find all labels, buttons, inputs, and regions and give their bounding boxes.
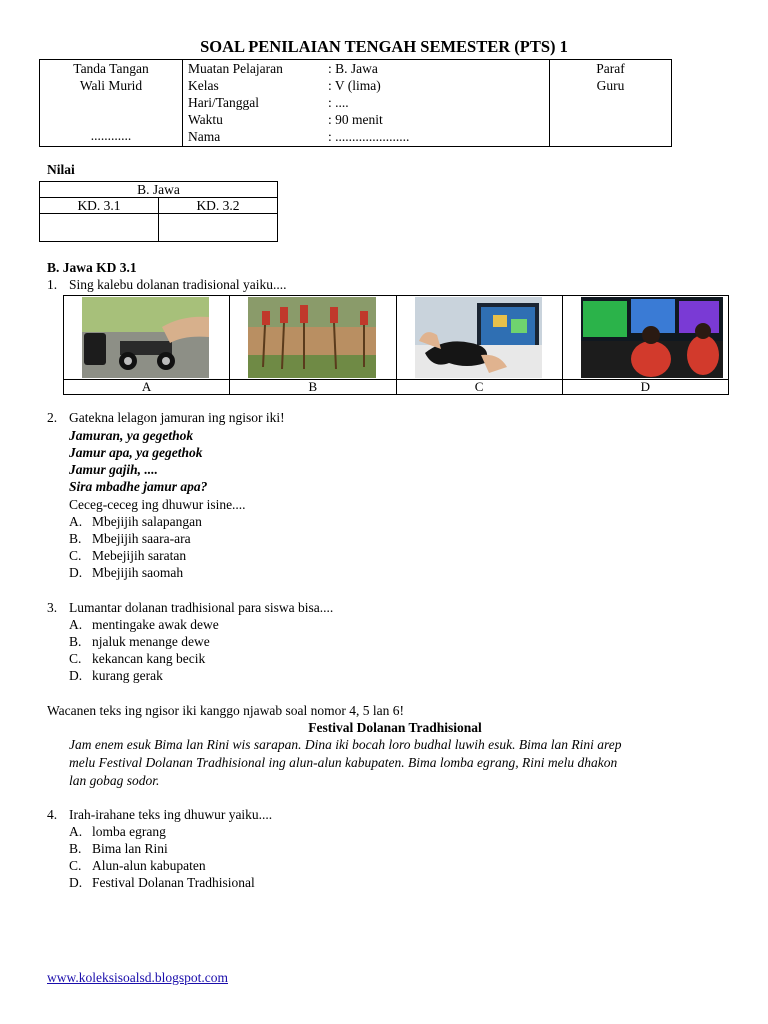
option-label-c: C bbox=[396, 380, 562, 395]
egrang-photo bbox=[248, 297, 376, 378]
nilai-kd1: KD. 3.1 bbox=[40, 198, 159, 214]
option-a bbox=[69, 617, 219, 633]
question-number: 4. bbox=[47, 807, 58, 822]
option-image-d bbox=[562, 296, 728, 380]
info-cell bbox=[183, 60, 550, 147]
passage-line: Jam enem esuk Bima lan Rini wis sarapan. Dina iki bocah loro budhal luwih esuk. Bima lan Rini arep bbox=[69, 737, 622, 752]
question-3 bbox=[47, 600, 333, 616]
question-text: Gatekna lelagon jamuran ing ngisor iki! bbox=[69, 410, 285, 425]
question-text: Lumantar dolanan tradhisional para siswa bisa.... bbox=[69, 600, 334, 615]
footer-link[interactable]: www.koleksisoalsd.blogspot.com bbox=[47, 970, 228, 985]
info-value: : ...................... bbox=[328, 129, 410, 144]
rc-car-photo bbox=[82, 297, 209, 378]
option-image-b bbox=[230, 296, 396, 380]
signature-cell bbox=[40, 60, 183, 147]
option-letter: D. bbox=[69, 875, 83, 890]
option-c bbox=[69, 651, 205, 667]
option-text: Bima lan Rini bbox=[92, 841, 168, 856]
question-number: 1. bbox=[47, 277, 58, 292]
signature-label-2: Wali Murid bbox=[79, 78, 143, 93]
info-label: Muatan Pelajaran bbox=[188, 61, 283, 76]
reading-instruction: Wacanen teks ing ngisor iki kanggo njawab soal nomor 4, 5 lan 6! bbox=[47, 703, 404, 718]
info-row bbox=[183, 60, 549, 77]
info-value: : V (lima) bbox=[328, 78, 381, 93]
nilai-label: Nilai bbox=[47, 162, 75, 177]
nilai-subject: B. Jawa bbox=[40, 182, 278, 198]
option-c bbox=[69, 548, 186, 564]
option-text: Festival Dolanan Tradhisional bbox=[92, 875, 255, 890]
option-image-c bbox=[396, 296, 562, 380]
option-d bbox=[69, 565, 183, 581]
paraf-cell bbox=[550, 60, 672, 147]
nilai-score-2 bbox=[159, 214, 278, 242]
info-value: : .... bbox=[328, 95, 349, 110]
passage-line: lan gobag sodor. bbox=[69, 773, 160, 788]
option-letter: B. bbox=[69, 841, 82, 856]
option-label-b: B bbox=[230, 380, 396, 395]
arcade-photo bbox=[581, 297, 723, 378]
info-row bbox=[183, 111, 549, 128]
question-2 bbox=[47, 410, 285, 426]
option-text: Mbejijih salapangan bbox=[92, 514, 202, 529]
option-letter: C. bbox=[69, 548, 82, 563]
option-letter: A. bbox=[69, 617, 83, 632]
option-c bbox=[69, 858, 206, 874]
option-letter: D. bbox=[69, 668, 83, 683]
option-image-a bbox=[64, 296, 230, 380]
option-label-a: A bbox=[64, 380, 230, 395]
option-text: Mebejijih saratan bbox=[92, 548, 187, 563]
lyric-line: Jamur gajih, .... bbox=[69, 462, 158, 477]
question-text: Sing kalebu dolanan tradisional yaiku.... bbox=[69, 277, 287, 292]
option-b bbox=[69, 841, 168, 857]
option-text: lomba egrang bbox=[92, 824, 166, 839]
option-text: Mbejijih saomah bbox=[92, 565, 184, 580]
option-d bbox=[69, 875, 255, 891]
info-label: Waktu bbox=[188, 112, 223, 127]
nilai-kd2: KD. 3.2 bbox=[159, 198, 278, 214]
passage-line: melu Festival Dolanan Tradhisional ing alun-alun kabupaten. Bima lomba egrang, Rini melu dhakon bbox=[69, 755, 618, 770]
option-text: mentingake awak dewe bbox=[92, 617, 219, 632]
option-text: kurang gerak bbox=[92, 668, 163, 683]
info-row bbox=[183, 94, 549, 111]
lyric-line: Jamuran, ya gegethok bbox=[69, 428, 194, 443]
signature-label-1: Tanda Tangan bbox=[73, 61, 149, 76]
image-options-table bbox=[63, 295, 729, 395]
option-text: njaluk menange dewe bbox=[92, 634, 210, 649]
info-label: Hari/Tanggal bbox=[188, 95, 260, 110]
page-title: SOAL PENILAIAN TENGAH SEMESTER (PTS) 1 bbox=[200, 37, 568, 56]
option-text: kekancan kang becik bbox=[92, 651, 206, 666]
lyric-line: Jamur apa, ya gegethok bbox=[69, 445, 203, 460]
reading-passage bbox=[69, 736, 739, 790]
info-row bbox=[183, 77, 549, 94]
info-row bbox=[183, 128, 549, 145]
videogame-photo bbox=[415, 297, 542, 378]
reading-title: Festival Dolanan Tradhisional bbox=[308, 720, 482, 735]
option-a bbox=[69, 824, 166, 840]
question-1 bbox=[47, 277, 286, 293]
question-number: 2. bbox=[47, 410, 58, 425]
info-value: : 90 menit bbox=[328, 112, 383, 127]
option-letter: C. bbox=[69, 651, 82, 666]
info-label: Kelas bbox=[188, 78, 219, 93]
option-label-d: D bbox=[562, 380, 728, 395]
option-b bbox=[69, 531, 191, 547]
section-heading: B. Jawa KD 3.1 bbox=[47, 260, 137, 275]
question-prompt: Ceceg-ceceg ing dhuwur isine.... bbox=[69, 497, 246, 512]
signature-dots: ............ bbox=[90, 128, 132, 143]
question-4 bbox=[47, 807, 272, 823]
question-number: 3. bbox=[47, 600, 58, 615]
paraf-label-2: Guru bbox=[596, 78, 625, 93]
paraf-label-1: Paraf bbox=[596, 61, 625, 76]
header-table bbox=[39, 59, 672, 147]
option-letter: B. bbox=[69, 634, 82, 649]
nilai-score-1 bbox=[40, 214, 159, 242]
option-letter: C. bbox=[69, 858, 82, 873]
option-letter: B. bbox=[69, 531, 82, 546]
option-letter: A. bbox=[69, 514, 83, 529]
option-letter: D. bbox=[69, 565, 83, 580]
lyric-line: Sira mbadhe jamur apa? bbox=[69, 479, 208, 494]
option-d bbox=[69, 668, 163, 684]
option-b bbox=[69, 634, 210, 650]
info-label: Nama bbox=[188, 129, 221, 144]
info-value: : B. Jawa bbox=[328, 61, 378, 76]
nilai-table bbox=[39, 181, 278, 242]
question-text: Irah-irahane teks ing dhuwur yaiku.... bbox=[69, 807, 273, 822]
option-text: Mbejijih saara-ara bbox=[92, 531, 191, 546]
option-text: Alun-alun kabupaten bbox=[92, 858, 206, 873]
option-letter: A. bbox=[69, 824, 83, 839]
option-a bbox=[69, 514, 202, 530]
